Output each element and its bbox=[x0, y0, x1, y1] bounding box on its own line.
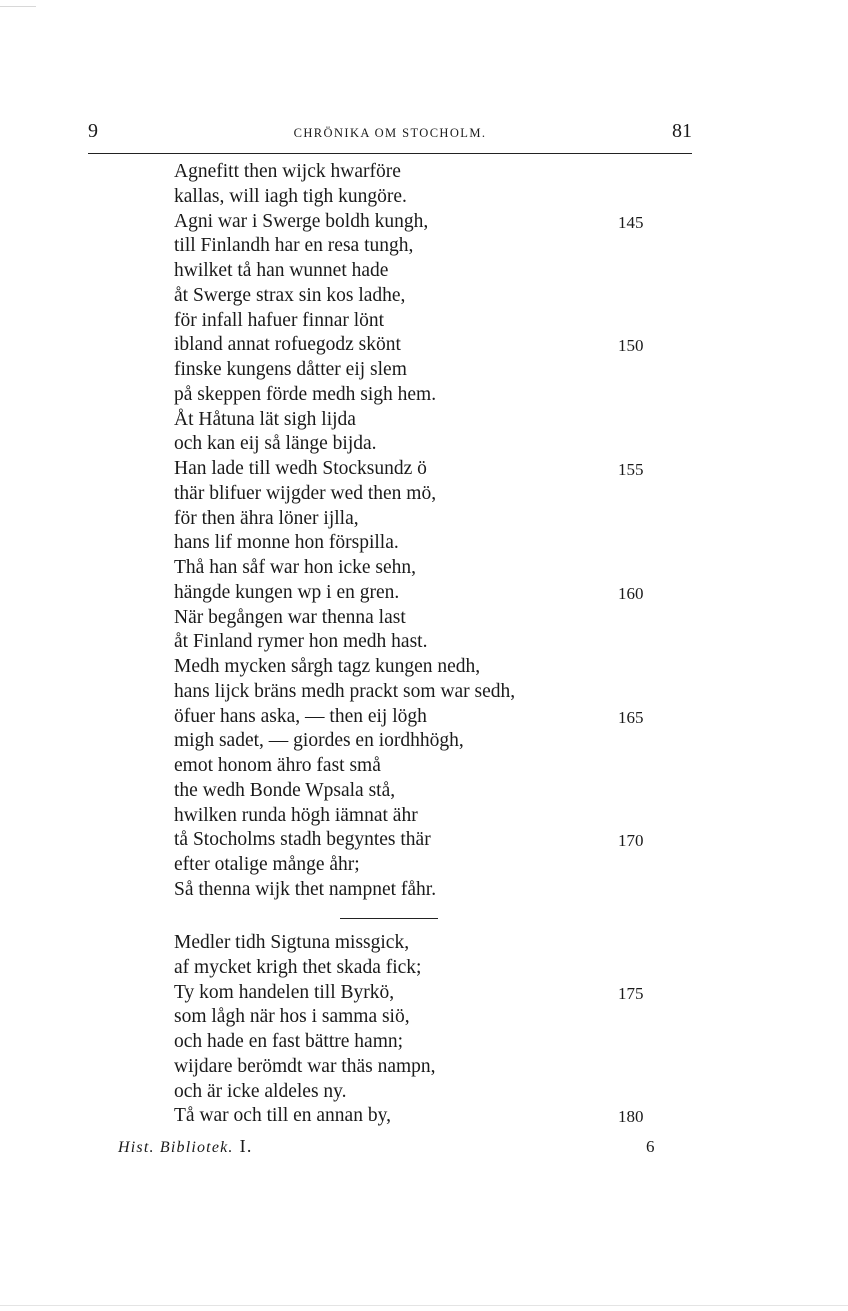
signature-mark bbox=[118, 1136, 253, 1157]
verse-text: thär blifuer wijgder wed then mö, bbox=[174, 482, 437, 504]
verse-line bbox=[174, 680, 654, 705]
verse-line bbox=[174, 779, 654, 804]
verse-line bbox=[174, 828, 654, 853]
verse-line bbox=[174, 234, 654, 259]
verse-text: efter otalige månge åhr; bbox=[174, 854, 360, 875]
verse-line bbox=[174, 1080, 654, 1105]
line-number: 175 bbox=[618, 983, 644, 1003]
running-title: CHRÖNIKA OM STOCHOLM. bbox=[293, 126, 487, 140]
verse-line bbox=[174, 804, 654, 829]
verse-line bbox=[174, 333, 654, 358]
verse-text: emot honom ähro fast små bbox=[174, 755, 381, 776]
verse-text: När begången war thenna last bbox=[174, 606, 406, 628]
verse-text: Agni war i Swerge boldh kungh, bbox=[174, 210, 429, 232]
verse-line bbox=[174, 606, 654, 631]
page-edge-mark bbox=[0, 6, 36, 7]
header-left-number: 9 bbox=[88, 120, 98, 142]
verse-line bbox=[174, 630, 654, 655]
verse-text: kallas, will iagh tigh kungöre. bbox=[174, 185, 407, 207]
line-number: 180 bbox=[618, 1107, 644, 1127]
verse-text: the wedh Bonde Wpsala stå, bbox=[174, 779, 396, 801]
signature-volume: I. bbox=[239, 1136, 253, 1156]
verse-line bbox=[174, 507, 654, 532]
line-number: 150 bbox=[618, 336, 644, 356]
verse-line bbox=[174, 383, 654, 408]
verse-line bbox=[174, 981, 654, 1006]
verse-text: på skeppen förde medh sigh hem. bbox=[174, 383, 437, 405]
verse-line bbox=[174, 655, 654, 680]
verse-line bbox=[174, 160, 654, 185]
verse-text: Åt Håtuna lät sigh lijda bbox=[174, 408, 356, 430]
verse-text: och hade en fast bättre hamn; bbox=[174, 1031, 404, 1052]
verse-text: migh sadet, — giordes en iordhhögh, bbox=[174, 730, 464, 752]
verse-line bbox=[174, 185, 654, 210]
verse-text: hans lijck bräns medh prackt som war sedh, bbox=[174, 680, 516, 702]
verse-text: Han lade till wedh Stocksundz ö bbox=[174, 458, 427, 479]
verse-line bbox=[174, 358, 654, 383]
verse-line bbox=[174, 1030, 654, 1055]
verse-text: för then ähra löner ijlla, bbox=[174, 507, 359, 529]
verse-text: Thå han såf war hon icke sehn, bbox=[174, 557, 417, 578]
page-edge-bottom bbox=[0, 1305, 848, 1306]
verse-text: hwilken runda högh iämnat ähr bbox=[174, 804, 418, 826]
verse-text: åt Finland rymer hon medh hast. bbox=[174, 631, 428, 653]
verse-line bbox=[174, 531, 654, 556]
poem-stanza-2 bbox=[174, 931, 654, 1129]
verse-line bbox=[174, 408, 654, 433]
verse-line bbox=[174, 853, 654, 878]
line-number: 145 bbox=[618, 212, 644, 232]
verse-text: till Finlandh har en resa tungh, bbox=[174, 235, 414, 257]
poem-stanza-1 bbox=[174, 160, 654, 903]
verse-text: Tå war och till en annan by, bbox=[174, 1105, 391, 1127]
section-divider bbox=[340, 918, 438, 919]
verse-text: Agnefitt then wijck hwarföre bbox=[174, 161, 401, 182]
header-rule bbox=[88, 153, 692, 154]
running-header bbox=[88, 120, 692, 154]
sheet-number: 6 bbox=[646, 1137, 655, 1156]
line-number: 160 bbox=[618, 583, 644, 603]
verse-text: Så thenna wijk thet nampnet fåhr. bbox=[174, 878, 437, 900]
verse-line bbox=[174, 259, 654, 284]
verse-text: och är icke aldeles ny. bbox=[174, 1080, 347, 1102]
verse-line bbox=[174, 1005, 654, 1030]
verse-line bbox=[174, 556, 654, 581]
verse-text: hängde kungen wp i en gren. bbox=[174, 581, 400, 603]
verse-line bbox=[174, 1055, 654, 1080]
verse-text: af mycket krigh thet skada fick; bbox=[174, 956, 422, 978]
verse-line bbox=[174, 878, 654, 903]
page-number: 81 bbox=[672, 120, 692, 142]
verse-text: wijdare berömdt war thäs nampn, bbox=[174, 1055, 436, 1077]
verse-text: Medler tidh Sigtuna missgick, bbox=[174, 932, 410, 953]
verse-text: hans lif monne hon förspilla. bbox=[174, 532, 399, 554]
verse-line bbox=[174, 581, 654, 606]
verse-text: Ty kom handelen till Byrkö, bbox=[174, 981, 395, 1003]
verse-text: hwilket tå han wunnet hade bbox=[174, 260, 389, 281]
verse-line bbox=[174, 210, 654, 235]
verse-line bbox=[174, 1104, 654, 1129]
verse-line bbox=[174, 729, 654, 754]
verse-line bbox=[174, 482, 654, 507]
signature-text: Hist. Bibliotek. bbox=[118, 1139, 234, 1156]
verse-text: öfuer hans aska, — then eij lögh bbox=[174, 705, 427, 727]
verse-line bbox=[174, 284, 654, 309]
line-number: 165 bbox=[618, 707, 644, 727]
verse-line bbox=[174, 705, 654, 730]
line-number: 170 bbox=[618, 831, 644, 851]
verse-text: ibland annat rofuegodz skönt bbox=[174, 334, 401, 356]
verse-line bbox=[174, 432, 654, 457]
verse-text: tå Stocholms stadh begyntes thär bbox=[174, 829, 431, 851]
verse-text: finske kungens dåtter eij slem bbox=[174, 359, 407, 380]
verse-line bbox=[174, 457, 654, 482]
verse-text: åt Swerge strax sin kos ladhe, bbox=[174, 284, 406, 306]
verse-line bbox=[174, 956, 654, 981]
verse-line bbox=[174, 931, 654, 956]
verse-text: för infall hafuer finnar lönt bbox=[174, 309, 385, 331]
verse-line bbox=[174, 309, 654, 334]
verse-text: som lågh när hos i samma siö, bbox=[174, 1006, 410, 1028]
verse-line bbox=[174, 754, 654, 779]
verse-text: och kan eij så länge bijda. bbox=[174, 433, 377, 455]
line-number: 155 bbox=[618, 460, 644, 479]
verse-text: Medh mycken sårgh tagz kungen nedh, bbox=[174, 656, 481, 677]
